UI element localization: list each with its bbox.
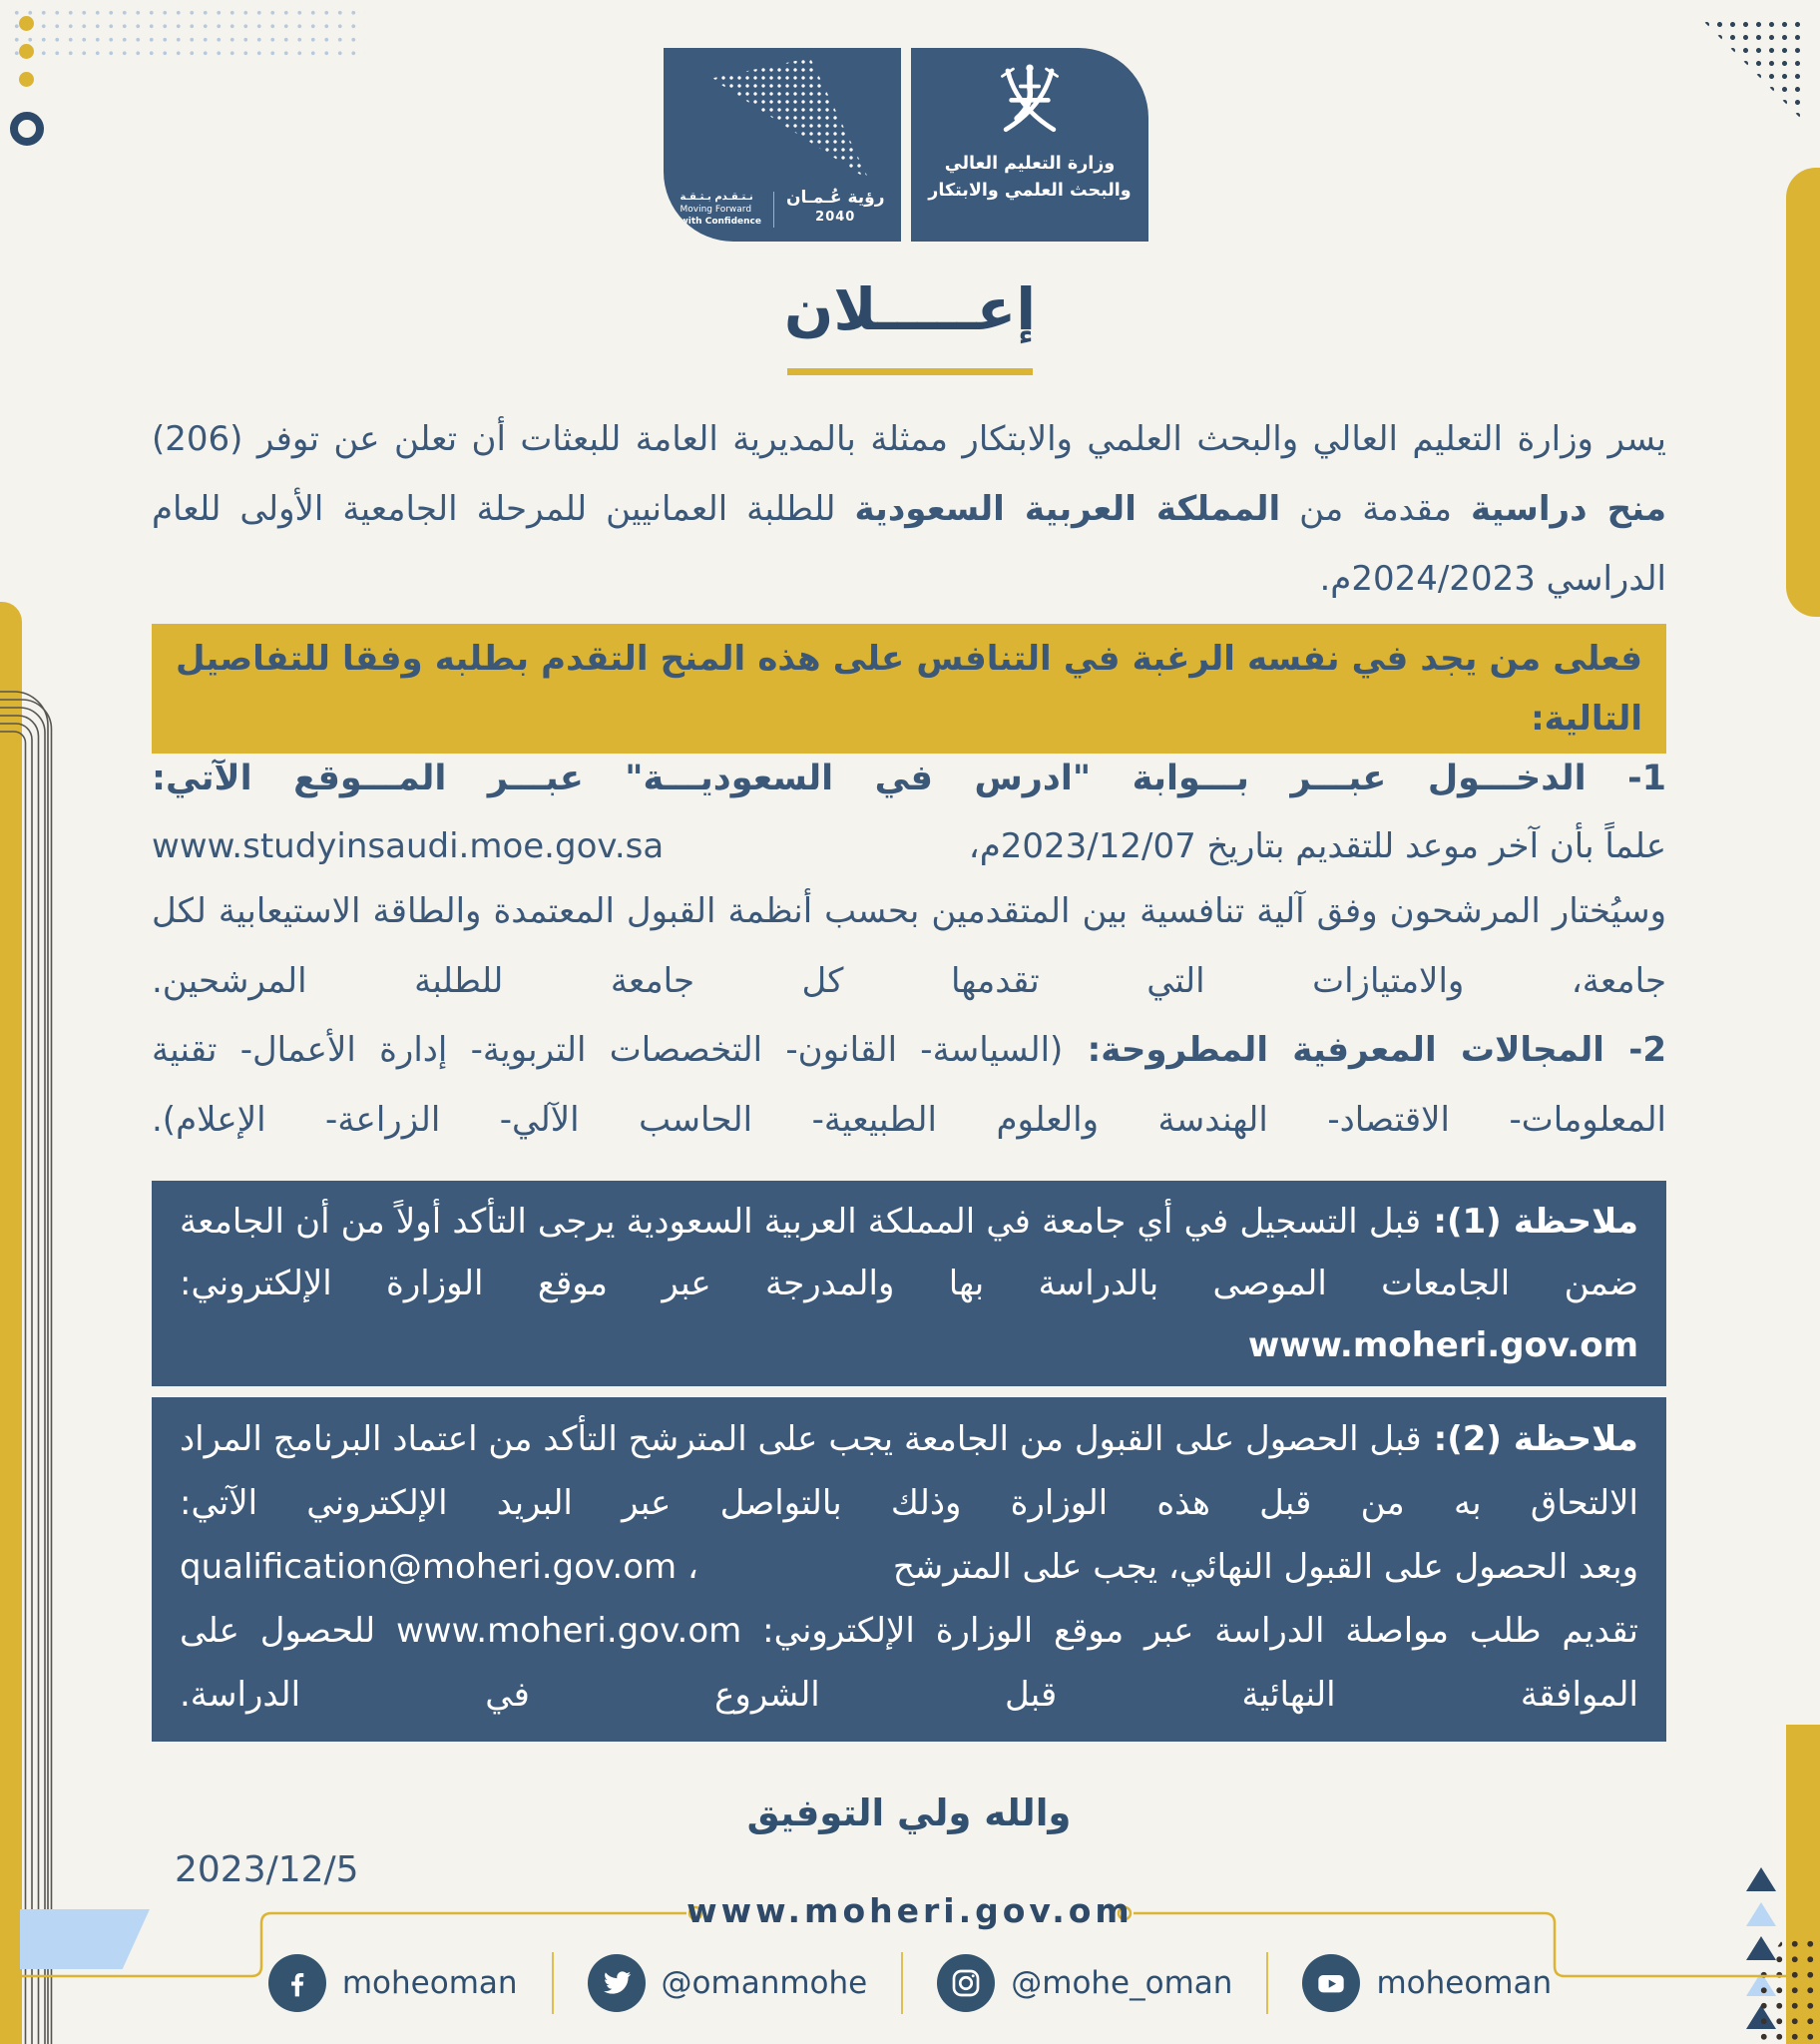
item1-deadline-line [152, 816, 1666, 876]
item1-paragraph: وسيُختار المرشحون وفق آلية تنافسية بين المتقدمين بحسب أنظمة القبول المعتمدة والطاقة الاستيعابية لكل جامعة، والامتيازات التي تقدمها كل جامعة للطلبة المرشحين. [152, 891, 1666, 1001]
note2-email-line [180, 1535, 1638, 1599]
facebook-icon [268, 1954, 326, 2012]
oman-national-emblem-icon [984, 58, 1076, 150]
triangle-decoration [1746, 1867, 1776, 1891]
item1-heading: 1- الدخـــول عبـــر بـــوابة "ادرس في السعوديـــة" عبـــر المـــوقع الآتي: [152, 759, 1666, 798]
note2-text: ملاحظة (2): قبل الحصول على القبول من الجامعة يجب على المترشح التأكد من اعتماد البرنامج المراد الالتحاق به من قبل هذه الوزارة وذلك بالتواصل عبر البريد الإلكتروني الآتي: [180, 1419, 1638, 1523]
ministry-name: وزارة التعليم العالي والبحث العلمي والابتكار [928, 154, 1132, 201]
intro-paragraph: يسر وزارة التعليم العالي والبحث العلمي والابتكار ممثلة بالمديرية العامة للبعثات أن تعلن عن توفر (206) منح دراسية مقدمة من المملكة العربية السعودية للطلبة العمانيين للمرحلة الجامعية الأولى للعام الدراسي 2024/2023م. [152, 419, 1667, 599]
ministry-website-link[interactable]: www.moheri.gov.om [686, 1891, 1134, 1930]
note2-continuation: تقديم طلب مواصلة الدراسة عبر موقع الوزارة الإلكتروني: www.moheri.gov.om للحصول على الموافقة النهائية قبل الشروع في الدراسة. [180, 1611, 1638, 1715]
note2-box [152, 1397, 1666, 1742]
ring-decoration [10, 112, 44, 146]
social-media-bar [190, 1952, 1630, 2014]
yellow-dot-decoration [19, 72, 34, 87]
note2-acceptance-text: وبعد الحصول على القبول النهائي، يجب على المترشح [892, 1547, 1638, 1587]
header-logos [664, 48, 1148, 242]
note1-text: ملاحظة (1): قبل التسجيل في أي جامعة في المملكة العربية السعودية يرجى التأكد أولاً من أن الجامعة ضمن الجامعات الموصى بالدراسة بها والمدرجة عبر موقع الوزارة الإلكتروني: [180, 1202, 1638, 1303]
yellow-dot-decoration [19, 44, 34, 59]
yellow-dot-decoration [19, 16, 34, 31]
twitter-account[interactable]: @omanmohe [588, 1954, 868, 2012]
page-title: إعـــــلان [783, 275, 1037, 343]
qualification-email[interactable]: qualification@moheri.gov.om ، [180, 1547, 698, 1587]
vision-name: رؤية عُـمـان 2040 [786, 188, 885, 225]
oman-vision-2040-logo [664, 48, 901, 242]
moheri-url[interactable]: www.moheri.gov.om [1247, 1325, 1638, 1365]
ministry-logo [911, 48, 1148, 242]
divider [901, 1952, 903, 2014]
divider [1266, 1952, 1268, 2014]
facebook-account[interactable]: moheoman [268, 1954, 518, 2012]
vision-tagline: نـتـقـدم بـثـقـة Moving Forward with Confidence [680, 192, 774, 228]
deadline-text: علماً بأن آخر موعد للتقديم بتاريخ 2023/12/07م، [968, 826, 1666, 866]
divider [552, 1952, 554, 2014]
dot-grid-decoration [10, 6, 365, 62]
announcement-date: 2023/12/5 [175, 1849, 359, 1890]
youtube-account[interactable]: moheoman [1302, 1954, 1552, 2012]
vision-dots-fan-icon [711, 58, 876, 186]
youtube-icon [1302, 1954, 1360, 2012]
dot-triangle-decoration [1700, 18, 1804, 122]
twitter-icon [588, 1954, 646, 2012]
title-underline [787, 368, 1033, 375]
arc-lines-decoration [0, 599, 70, 2044]
instagram-icon [937, 1954, 995, 2012]
closing-phrase: والله ولي التوفيق [746, 1791, 1072, 1834]
highlight-callout: فعلى من يجد في نفسه الرغبة في التنافس على هذه المنح التقدم بطلبه وفقا للتفاصيل التالية: [152, 624, 1666, 754]
instagram-account[interactable]: @mohe_oman [937, 1954, 1232, 2012]
item2-paragraph: 2- المجالات المعرفية المطروحة: (السياسة- القانون- التخصصات التربوية- إدارة الأعمال- تقنية المعلومات- الاقتصاد- الهندسة والعلوم الطبيعية- الحاسب الآلي- الزراعة- الإعلام). [152, 1030, 1666, 1140]
yellow-pill-decoration [1786, 168, 1820, 617]
note1-box [152, 1181, 1666, 1386]
studyinsaudi-url[interactable]: www.studyinsaudi.moe.gov.sa [152, 826, 665, 866]
